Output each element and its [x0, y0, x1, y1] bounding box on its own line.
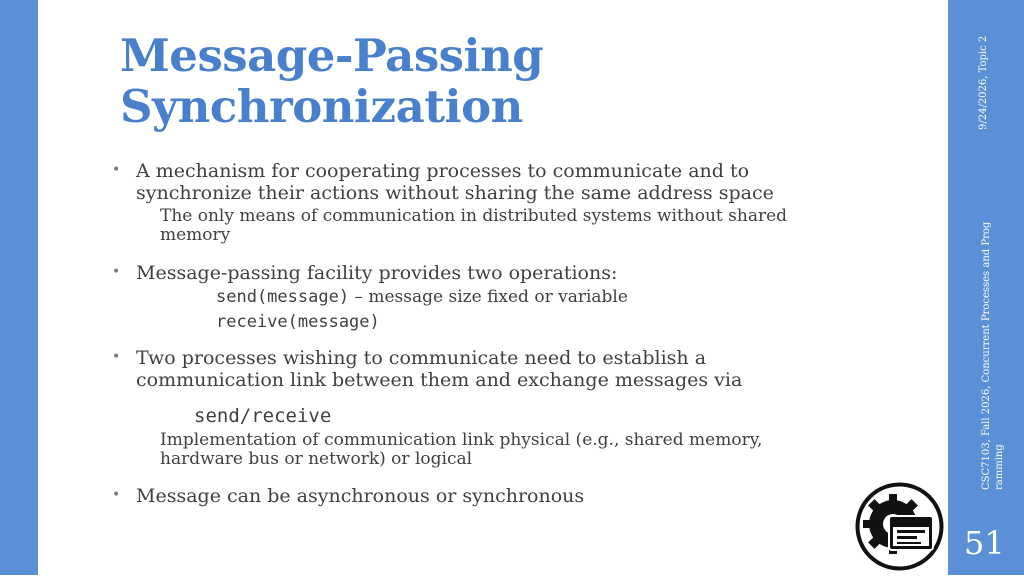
bullet-item: [108, 347, 742, 391]
sub-bullet-text: memory: [160, 225, 231, 245]
send-receive-line: [194, 405, 331, 428]
page-number: 51: [964, 524, 1005, 562]
slide-title: [120, 30, 820, 132]
logo-icon: [853, 480, 946, 573]
left-accent-band: [0, 0, 38, 575]
send-note: – message size fixed or variable: [349, 287, 628, 307]
receive-operation-line: [216, 311, 380, 333]
title-line-1: Message-Passing: [120, 29, 544, 82]
bullet-icon: •: [112, 162, 121, 178]
bullet-item: [108, 262, 617, 284]
sub-bullet-text: The only means of communication in distributed systems without shared: [160, 206, 788, 226]
sub-bullet-item: [141, 207, 787, 245]
sub-bullet-text: Implementation of communication link physical (e.g., shared memory,: [160, 430, 763, 450]
bullet-text: Message can be asynchronous or synchronous: [136, 485, 585, 507]
course-label: [980, 210, 1006, 490]
bullet-text: A mechanism for cooperating processes to communicate and to: [136, 160, 750, 182]
bullet-text: Two processes wishing to communicate need to establish a: [136, 347, 707, 369]
bullet-text: communication link between them and exchange messages via: [136, 369, 743, 391]
course-label-line-1: CSC7103, Fall 2026, Concurrent Processes and Prog: [981, 221, 992, 490]
bullet-icon: •: [112, 349, 121, 365]
bullet-icon: •: [112, 487, 121, 503]
logo-graphic: [853, 480, 946, 573]
bullet-text: Message-passing facility provides two operations:: [136, 262, 618, 284]
receive-code: receive(message): [216, 312, 380, 332]
title-line-2: Synchronization: [120, 80, 523, 133]
date-topic-label: 9/24/2026, Topic 2: [978, 35, 989, 130]
bullet-text: synchronize their actions without sharing the same address space: [136, 182, 774, 204]
sub-bullet-text: hardware bus or network) or logical: [160, 449, 473, 469]
bullet-item: [108, 485, 584, 507]
send-code: send(message): [216, 287, 350, 307]
course-label-line-2: ramming: [994, 444, 1005, 490]
bullet-icon: •: [112, 264, 121, 280]
send-receive-code: send/receive: [194, 405, 332, 427]
send-operation-line: [216, 286, 628, 308]
sub-bullet-item: [141, 431, 762, 469]
bullet-item: [108, 160, 774, 204]
